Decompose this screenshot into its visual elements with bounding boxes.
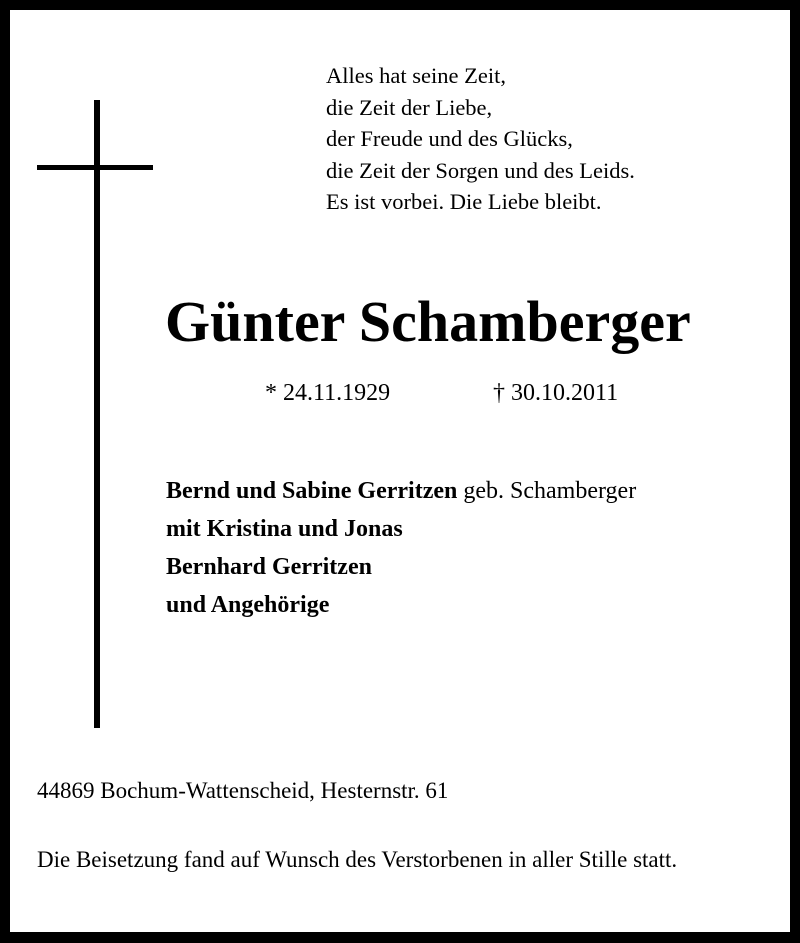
- poem: [326, 60, 635, 218]
- cross-icon-horizontal: [37, 165, 153, 170]
- poem-line: die Zeit der Sorgen und des Leids.: [326, 157, 635, 183]
- mourner-line: mit Kristina und Jonas: [166, 516, 403, 542]
- birth-date: * 24.11.1929: [265, 380, 391, 406]
- obituary-notice: [10, 10, 790, 932]
- mourner-line: Bernhard Gerritzen: [166, 554, 372, 580]
- poem-line: die Zeit der Liebe,: [326, 94, 493, 120]
- mourner-names: Bernd und Sabine Gerritzen: [166, 478, 458, 504]
- poem-line: Alles hat seine Zeit,: [326, 63, 506, 88]
- mourner-line: [166, 472, 636, 510]
- mourner-line: und Angehörige: [166, 592, 330, 618]
- cross-icon-vertical: [94, 100, 100, 728]
- poem-line: Es ist vorbei. Die Liebe bleibt.: [326, 189, 602, 214]
- burial-notice: Die Beisetzung fand auf Wunsch des Verstorbenen in aller Stille statt.: [37, 847, 678, 872]
- poem-line: der Freude und des Glücks,: [326, 126, 573, 151]
- mourner-maiden-name: geb. Schamberger: [457, 478, 637, 504]
- mourners: [166, 472, 636, 624]
- deceased-name: Günter Schamberger: [165, 289, 691, 354]
- death-date: † 30.10.2011: [493, 380, 619, 406]
- address: 44869 Bochum-Wattenscheid, Hesternstr. 61: [37, 778, 449, 803]
